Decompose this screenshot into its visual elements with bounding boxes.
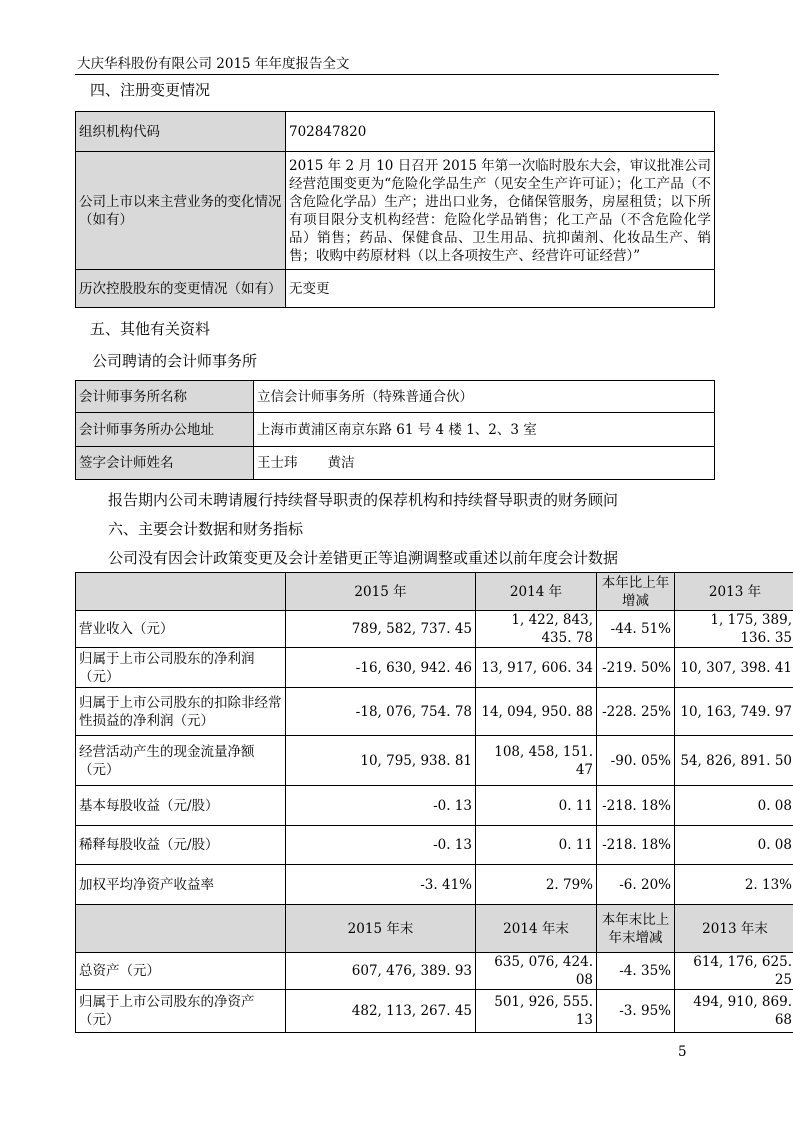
value-cell: -0. 13	[286, 786, 476, 826]
header-rule	[75, 74, 719, 75]
header-cell: 2015 年末	[286, 905, 476, 953]
row-label: 会计师事务所名称	[76, 381, 254, 413]
row-label: 归属于上市公司股东的扣除非经常性损益的净利润（元）	[76, 688, 286, 736]
signing-accountant-1: 王士玮	[257, 455, 298, 471]
value-cell: -6. 20%	[597, 865, 675, 905]
table-row	[76, 413, 715, 447]
value-cell: 10, 795, 938. 81	[286, 736, 476, 786]
header-cell: 本年比上年增减	[597, 573, 675, 611]
value-cell: 2. 13%	[675, 865, 793, 905]
value-cell: 0. 11	[476, 826, 597, 865]
row-label: 归属于上市公司股东的净利润（元）	[76, 648, 286, 688]
value-cell: 789, 582, 737. 45	[286, 611, 476, 648]
table-row	[76, 953, 793, 990]
section6-title: 六、主要会计数据和财务指标	[108, 520, 304, 538]
value-cell: 0. 08	[675, 786, 793, 826]
table-row	[76, 447, 715, 480]
value-cell: 13, 917, 606. 34	[476, 648, 597, 688]
row-label: 总资产（元）	[76, 953, 286, 990]
value-cell: 482, 113, 267. 45	[286, 990, 476, 1033]
header-cell: 2015 年	[286, 573, 476, 611]
table-row	[76, 990, 793, 1033]
row-value: 无变更	[286, 270, 715, 308]
header-cell: 2013 年末	[675, 905, 793, 953]
row-label: 历次控股股东的变更情况（如有）	[76, 270, 286, 308]
value-cell: 108, 458, 151. 47	[476, 736, 597, 786]
header-cell: 2013 年	[675, 573, 793, 611]
row-label: 基本每股收益（元/股）	[76, 786, 286, 826]
value-cell: -3. 95%	[597, 990, 675, 1033]
row-value: 2015 年 2 月 10 日召开 2015 年第一次临时股东大会，审议批准公司经营范围变更为“危险化学品生产（见安全生产许可证）；化工产品（不含危险化学品）生产；进出口业务，仓储保管服务，房屋租赁；以下所有项目限分支机构经营：危险化学品销售；化工产品（不含危险化学品）销售；药品、保健食品、卫生用品、抗抑菌剂、化妆品生产、销售；收购中药原材料（以上各项按生产、经营许可证经营）”	[286, 152, 715, 270]
value-cell: 2. 79%	[476, 865, 597, 905]
value-cell: -218. 18%	[597, 786, 675, 826]
value-cell: 54, 826, 891. 50	[675, 736, 793, 786]
table-row	[76, 611, 793, 648]
row-label: 加权平均净资产收益率	[76, 865, 286, 905]
table-row	[76, 152, 715, 270]
table-row	[76, 786, 793, 826]
value-cell: 501, 926, 555. 13	[476, 990, 597, 1033]
registration-change-table	[75, 111, 715, 308]
value-cell: 1, 422, 843, 435. 78	[476, 611, 597, 648]
table-row	[76, 270, 715, 308]
header-cell: 2014 年末	[476, 905, 597, 953]
row-label: 会计师事务所办公地址	[76, 413, 254, 447]
value-cell: 10, 163, 749. 97	[675, 688, 793, 736]
row-value: 上海市黄浦区南京东路 61 号 4 楼 1、2、3 室	[254, 413, 715, 447]
accounting-firm-table	[75, 380, 715, 480]
value-cell: -0. 13	[286, 826, 476, 865]
section6-subtitle: 公司没有因会计政策变更及会计差错更正等追溯调整或重述以前年度会计数据	[108, 549, 619, 567]
row-label: 归属于上市公司股东的净资产（元）	[76, 990, 286, 1033]
value-cell: 1, 175, 389, 136. 35	[675, 611, 793, 648]
value-cell: 607, 476, 389. 93	[286, 953, 476, 990]
table-row	[76, 381, 715, 413]
row-label: 组织机构代码	[76, 112, 286, 152]
value-cell: -219. 50%	[597, 648, 675, 688]
value-cell: 10, 307, 398. 41	[675, 648, 793, 688]
row-label: 稀释每股收益（元/股）	[76, 826, 286, 865]
table-row	[76, 736, 793, 786]
row-label: 签字会计师姓名	[76, 447, 254, 480]
section5-title: 五、其他有关资料	[90, 320, 211, 338]
value-cell: 614, 176, 625. 25	[675, 953, 793, 990]
value-cell: -3. 41%	[286, 865, 476, 905]
value-cell: -90. 05%	[597, 736, 675, 786]
row-label: 经营活动产生的现金流量净额（元）	[76, 736, 286, 786]
signing-accountant-2: 黄洁	[327, 455, 355, 471]
value-cell: -228. 25%	[597, 688, 675, 736]
value-cell: 14, 094, 950. 88	[476, 688, 597, 736]
document-header: 大庆华科股份有限公司 2015 年年度报告全文	[77, 56, 350, 72]
table-row	[76, 826, 793, 865]
row-value: 立信会计师事务所（特殊普通合伙）	[254, 381, 715, 413]
header-cell	[76, 573, 286, 611]
row-label: 公司上市以来主营业务的变化情况（如有）	[76, 152, 286, 270]
row-label: 营业收入（元）	[76, 611, 286, 648]
page-number: 5	[678, 1044, 687, 1060]
value-cell: 494, 910, 869. 68	[675, 990, 793, 1033]
value-cell: -18, 076, 754. 78	[286, 688, 476, 736]
value-cell: -4. 35%	[597, 953, 675, 990]
value-cell: -16, 630, 942. 46	[286, 648, 476, 688]
table-row	[76, 112, 715, 152]
header-cell: 2014 年	[476, 573, 597, 611]
value-cell: 0. 08	[675, 826, 793, 865]
table-row	[76, 688, 793, 736]
section5-note: 报告期内公司未聘请履行持续督导职责的保荐机构和持续督导职责的财务顾问	[108, 491, 619, 509]
row-value: 702847820	[286, 112, 715, 152]
section5-subtitle: 公司聘请的会计师事务所	[92, 352, 258, 370]
financial-data-table	[75, 572, 793, 1033]
row-value	[254, 447, 715, 480]
value-cell: 635, 076, 424. 08	[476, 953, 597, 990]
value-cell: -44. 51%	[597, 611, 675, 648]
header-cell	[76, 905, 286, 953]
table-row	[76, 865, 793, 905]
header-cell: 本年末比上年末增减	[597, 905, 675, 953]
value-cell: 0. 11	[476, 786, 597, 826]
table-header-row	[76, 573, 793, 611]
value-cell: -218. 18%	[597, 826, 675, 865]
table-row	[76, 648, 793, 688]
table-header-row	[76, 905, 793, 953]
section4-title: 四、注册变更情况	[90, 81, 211, 99]
